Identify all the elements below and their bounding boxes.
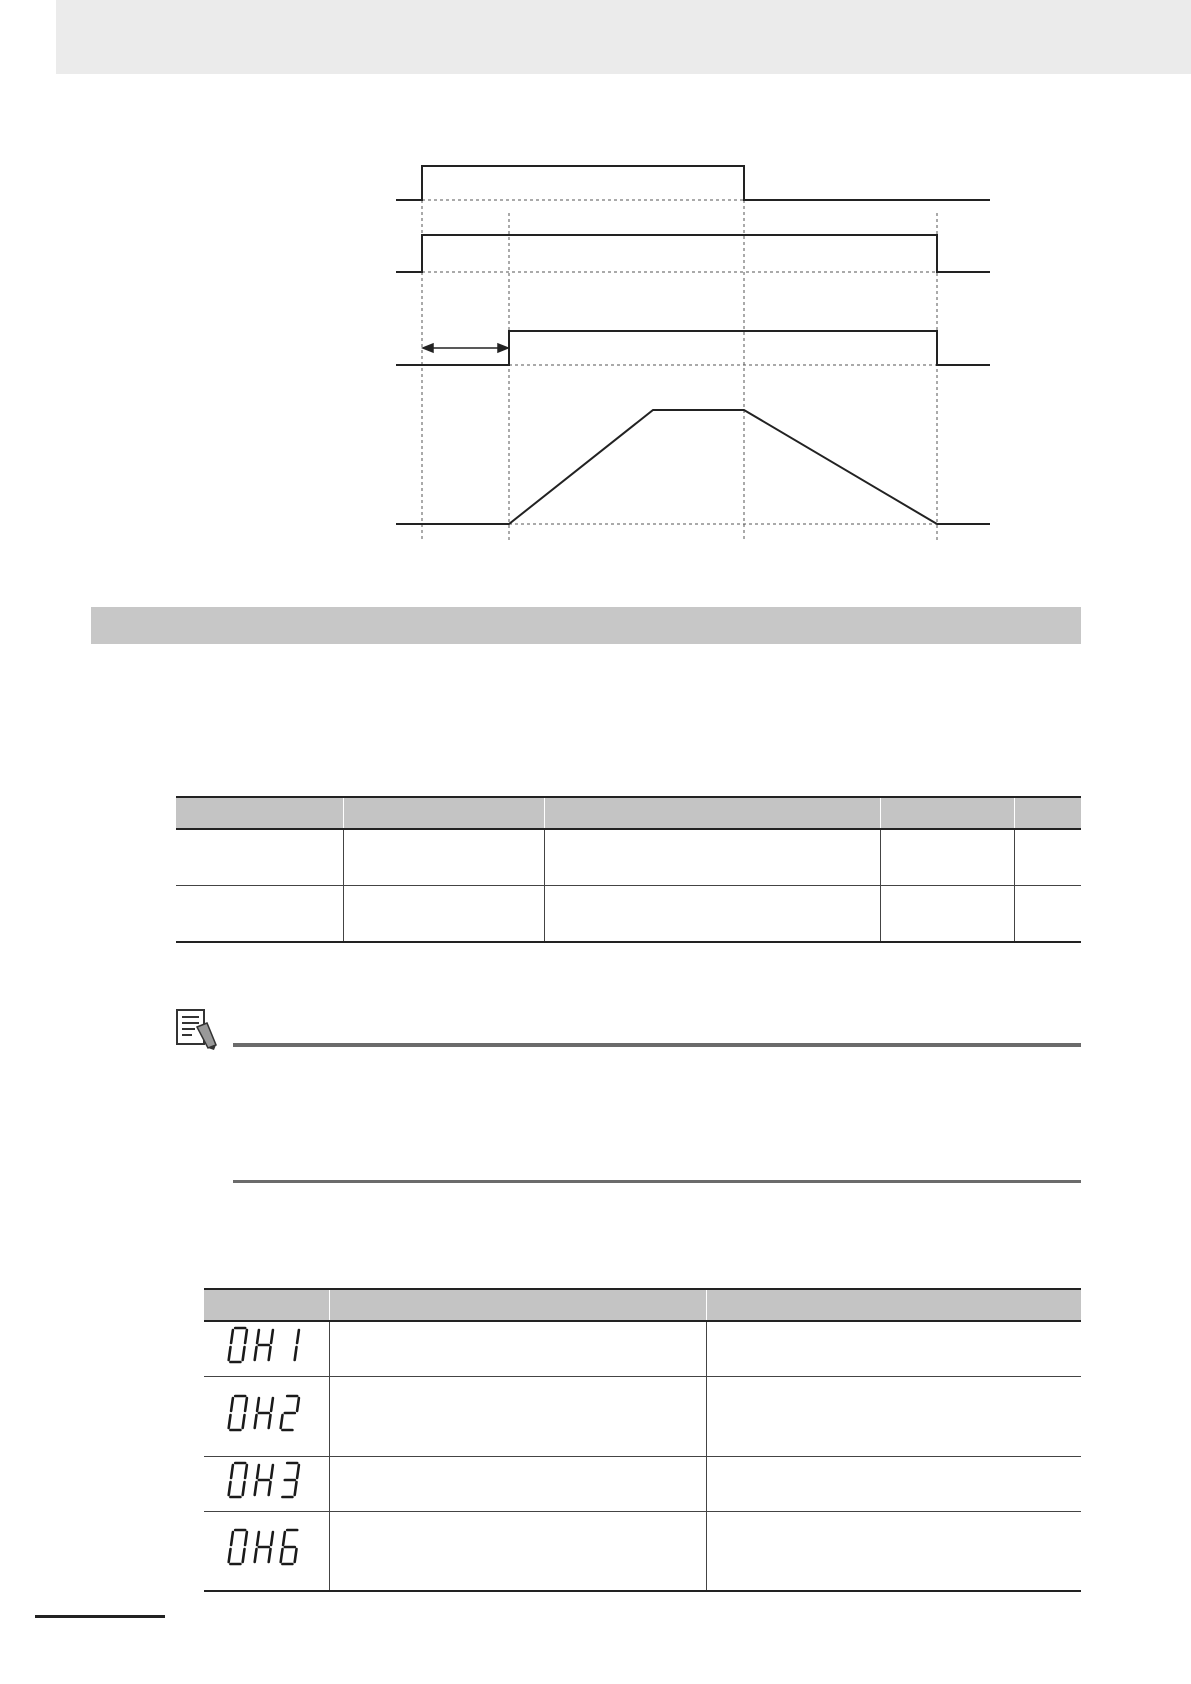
seven-seg-display	[224, 1527, 308, 1569]
seven-seg-segment	[297, 1398, 299, 1411]
seven-seg-segment	[245, 1465, 247, 1478]
seven-seg-segment	[245, 1398, 247, 1411]
signal-command	[396, 166, 990, 200]
seven-seg-digit	[281, 1396, 299, 1430]
table-cell	[329, 1321, 706, 1376]
seven-seg-display	[224, 1460, 308, 1502]
seven-seg-segment	[295, 1347, 297, 1360]
seven-seg-segment	[269, 1549, 271, 1562]
table-cell	[343, 886, 544, 943]
seven-seg-segment	[243, 1549, 245, 1562]
seven-seg-segment	[229, 1549, 231, 1562]
seven-seg-segment	[257, 1330, 259, 1343]
table-cell	[1014, 829, 1081, 886]
seven-seg-digit	[255, 1398, 273, 1428]
table-cell	[343, 829, 544, 886]
column-header	[706, 1289, 1081, 1321]
seven-seg-code	[224, 1325, 308, 1372]
seven-seg-code	[224, 1460, 308, 1507]
seven-seg-display	[224, 1325, 308, 1367]
table-cell	[880, 829, 1014, 886]
section-heading-band	[91, 607, 1081, 644]
table-cell	[706, 1376, 1081, 1456]
seven-seg-segment	[295, 1549, 297, 1562]
signal-speed	[396, 410, 990, 524]
error-code-cell	[204, 1376, 329, 1456]
table-cell	[544, 829, 880, 886]
seven-seg-segment	[297, 1465, 299, 1478]
error-code-cell	[204, 1456, 329, 1511]
table-cell	[329, 1376, 706, 1456]
seven-seg-segment	[283, 1532, 285, 1545]
seven-seg-segment	[255, 1415, 257, 1428]
column-header	[204, 1289, 329, 1321]
seven-seg-segment	[243, 1347, 245, 1360]
table-row	[204, 1456, 1081, 1511]
seven-seg-digit	[283, 1463, 300, 1497]
seven-seg-digit	[229, 1328, 247, 1362]
seven-seg-segment	[257, 1532, 259, 1545]
column-header	[1014, 797, 1081, 829]
seven-seg-digit	[229, 1463, 247, 1497]
error-code-cell	[204, 1511, 329, 1591]
seven-seg-code	[224, 1393, 308, 1440]
error-code-cell	[204, 1321, 329, 1376]
table-cell	[706, 1456, 1081, 1511]
table-header-row	[204, 1289, 1081, 1321]
seven-seg-digit	[229, 1396, 247, 1430]
page-header-band	[56, 0, 1191, 74]
table-cell	[176, 886, 343, 943]
seven-seg-segment	[271, 1398, 273, 1411]
seven-seg-segment	[295, 1482, 297, 1495]
seven-seg-segment	[243, 1482, 245, 1495]
seven-seg-digit	[255, 1465, 273, 1495]
table-cell	[706, 1511, 1081, 1591]
table-cell	[1014, 886, 1081, 943]
seven-seg-segment	[269, 1415, 271, 1428]
delay-arrow	[423, 344, 508, 352]
seven-seg-segment	[229, 1415, 231, 1428]
table-cell	[329, 1511, 706, 1591]
table-cell	[176, 829, 343, 886]
seven-seg-segment	[231, 1532, 233, 1545]
seven-seg-display	[224, 1393, 308, 1435]
seven-seg-segment	[255, 1549, 257, 1562]
parameters-table	[176, 796, 1081, 943]
seven-seg-digit	[255, 1330, 273, 1360]
seven-seg-segment	[255, 1482, 257, 1495]
table-row	[204, 1511, 1081, 1591]
footer-rule	[35, 1615, 165, 1618]
seven-seg-segment	[231, 1398, 233, 1411]
table-cell	[329, 1456, 706, 1511]
seven-seg-segment	[243, 1415, 245, 1428]
column-header	[329, 1289, 706, 1321]
note-top-rule	[233, 1043, 1081, 1047]
seven-seg-segment	[269, 1347, 271, 1360]
seven-seg-segment	[281, 1549, 283, 1562]
table-cell	[706, 1321, 1081, 1376]
seven-seg-segment	[255, 1347, 257, 1360]
seven-seg-digit	[255, 1532, 273, 1562]
seven-seg-segment	[271, 1465, 273, 1478]
seven-seg-segment	[245, 1532, 247, 1545]
seven-seg-digit	[281, 1530, 298, 1564]
seven-seg-digit	[229, 1530, 247, 1564]
seven-seg-segment	[231, 1330, 233, 1343]
table-row	[176, 829, 1081, 886]
column-header	[880, 797, 1014, 829]
seven-seg-segment	[271, 1532, 273, 1545]
seven-seg-segment	[269, 1482, 271, 1495]
table-cell	[880, 886, 1014, 943]
table-header-row	[176, 797, 1081, 829]
column-header	[544, 797, 880, 829]
seven-seg-segment	[271, 1330, 273, 1343]
seven-seg-segment	[297, 1330, 299, 1343]
seven-seg-segment	[257, 1465, 259, 1478]
pencil-note-icon	[175, 1007, 219, 1056]
seven-seg-digit	[295, 1330, 299, 1360]
seven-seg-segment	[245, 1330, 247, 1343]
error-codes-table	[204, 1288, 1081, 1592]
table-cell	[544, 886, 880, 943]
column-header	[343, 797, 544, 829]
note-bottom-rule	[233, 1180, 1081, 1183]
seven-seg-segment	[229, 1347, 231, 1360]
seven-seg-segment	[231, 1465, 233, 1478]
seven-seg-segment	[229, 1482, 231, 1495]
table-row	[204, 1376, 1081, 1456]
table-row	[204, 1321, 1081, 1376]
seven-seg-segment	[257, 1398, 259, 1411]
column-header	[176, 797, 343, 829]
seven-seg-code	[224, 1527, 308, 1574]
seven-seg-segment	[281, 1415, 283, 1428]
signal-output	[396, 235, 990, 272]
timing-diagram	[0, 140, 1191, 550]
table-row	[176, 886, 1081, 943]
